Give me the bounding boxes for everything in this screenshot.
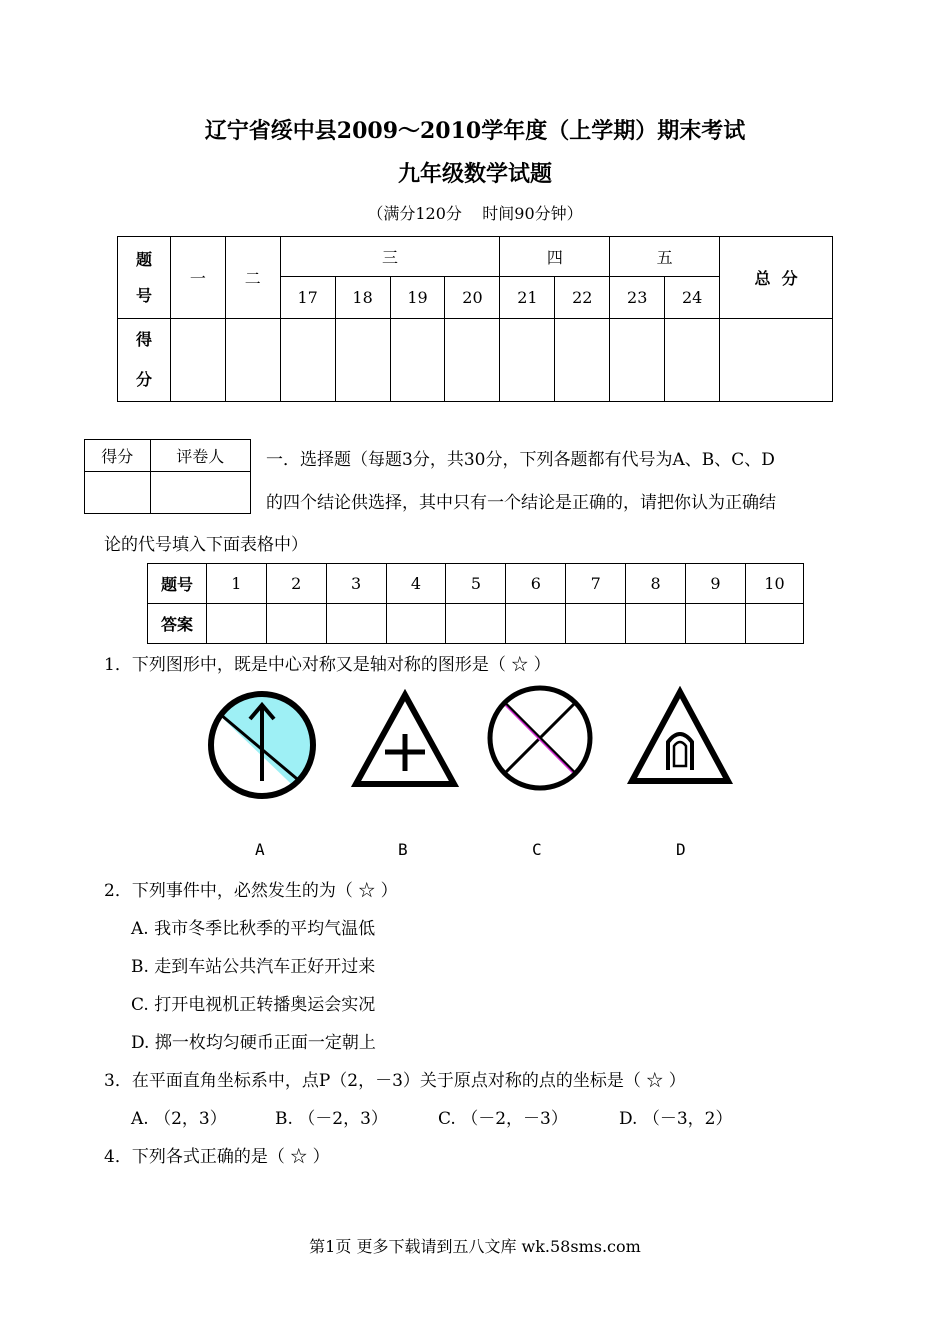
col-total: 总 分 xyxy=(720,237,833,319)
answer-num-9: 9 xyxy=(686,564,746,604)
col-wu: 五 xyxy=(610,237,720,277)
q3-option-c: C. （－2，－3） xyxy=(438,1109,568,1129)
score-cell-17[interactable] xyxy=(280,319,335,402)
figure-b-triangle-plus-icon xyxy=(350,689,460,789)
grader-box xyxy=(84,439,251,514)
q2-option-c: C. 打开电视机正转播奥运会实况 xyxy=(131,995,376,1015)
q2-text: 2．下列事件中，必然发生的为（ ☆ ） xyxy=(104,881,398,901)
answer-cell-9[interactable] xyxy=(686,604,746,644)
grader-score-label: 得分 xyxy=(85,440,151,472)
answer-cell-8[interactable] xyxy=(626,604,686,644)
exam-title-line1: 辽宁省绥中县2009～2010学年度（上学期）期末考试 xyxy=(204,118,746,144)
answer-cell-3[interactable] xyxy=(326,604,386,644)
answer-cell-10[interactable] xyxy=(745,604,803,644)
header-defen-char2: 分 xyxy=(135,370,152,389)
grader-name-label: 评卷人 xyxy=(150,440,250,472)
num-17: 17 xyxy=(280,277,335,319)
score-cell-yi[interactable] xyxy=(170,319,225,402)
section1-line1: 一．选择题（每题3分，共30分，下列各题都有代号为A、B、C、D xyxy=(266,450,775,470)
answer-num-8: 8 xyxy=(626,564,686,604)
figure-label-c: C xyxy=(532,840,542,859)
answer-num-2: 2 xyxy=(266,564,326,604)
figure-c-circle-x-icon xyxy=(485,684,595,792)
page-footer: 第1页 更多下载请到五八文库 wk.58sms.com xyxy=(309,1237,641,1256)
answer-num-5: 5 xyxy=(446,564,506,604)
answer-cell-4[interactable] xyxy=(386,604,446,644)
exam-title-line2: 九年级数学试题 xyxy=(397,161,552,187)
header-tihao-char2: 号 xyxy=(135,285,152,305)
exam-subtitle: （满分120分 时间90分钟） xyxy=(367,204,583,223)
answer-cell-6[interactable] xyxy=(506,604,566,644)
q1-text: 1．下列图形中，既是中心对称又是轴对称的图形是（ ☆ ） xyxy=(104,655,551,675)
header-tihao xyxy=(118,237,171,319)
answer-row2-label: 答案 xyxy=(148,604,207,644)
score-cell-24[interactable] xyxy=(665,319,720,402)
answer-num-3: 3 xyxy=(326,564,386,604)
col-er: 二 xyxy=(225,237,280,319)
figure-label-b: B xyxy=(398,840,408,859)
figure-label-d: D xyxy=(676,840,686,859)
score-cell-er[interactable] xyxy=(225,319,280,402)
q2-option-d: D. 掷一枚均匀硬币正面一定朝上 xyxy=(131,1033,376,1053)
answer-num-4: 4 xyxy=(386,564,446,604)
grader-name-cell[interactable] xyxy=(150,472,250,514)
answer-num-10: 10 xyxy=(745,564,803,604)
score-cell-21[interactable] xyxy=(500,319,555,402)
q3-option-d: D. （－3，2） xyxy=(619,1109,733,1129)
q2-option-a: A. 我市冬季比秋季的平均气温低 xyxy=(131,919,376,939)
answer-row1-label: 题号 xyxy=(148,564,207,604)
answer-num-1: 1 xyxy=(206,564,266,604)
answer-cell-5[interactable] xyxy=(446,604,506,644)
header-defen xyxy=(118,319,171,402)
answer-cell-7[interactable] xyxy=(566,604,626,644)
header-defen-char1: 得 xyxy=(135,330,152,349)
num-24: 24 xyxy=(665,277,720,319)
score-table xyxy=(117,236,833,402)
q3-option-b: B. （－2，3） xyxy=(275,1109,388,1129)
grader-score-cell[interactable] xyxy=(85,472,151,514)
answer-num-7: 7 xyxy=(566,564,626,604)
q3-text: 3．在平面直角坐标系中，点P（2，－3）关于原点对称的点的坐标是（ ☆ ） xyxy=(104,1071,686,1091)
num-21: 21 xyxy=(500,277,555,319)
answer-num-6: 6 xyxy=(506,564,566,604)
col-yi: 一 xyxy=(170,237,225,319)
score-cell-20[interactable] xyxy=(445,319,500,402)
num-23: 23 xyxy=(610,277,665,319)
answer-cell-1[interactable] xyxy=(206,604,266,644)
num-22: 22 xyxy=(555,277,610,319)
q2-option-b: B. 走到车站公共汽车正好开过来 xyxy=(131,957,376,977)
col-san: 三 xyxy=(280,237,500,277)
section1-line3: 论的代号填入下面表格中） xyxy=(104,535,308,555)
score-cell-19[interactable] xyxy=(390,319,445,402)
figure-d-triangle-tunnel-icon xyxy=(626,686,734,786)
answer-table xyxy=(147,563,804,644)
score-cell-22[interactable] xyxy=(555,319,610,402)
q4-text: 4．下列各式正确的是（ ☆ ） xyxy=(104,1147,330,1167)
score-cell-18[interactable] xyxy=(335,319,390,402)
score-cell-total[interactable] xyxy=(720,319,833,402)
q3-option-a: A. （2，3） xyxy=(131,1109,227,1129)
num-18: 18 xyxy=(335,277,390,319)
answer-cell-2[interactable] xyxy=(266,604,326,644)
section1-line2: 的四个结论供选择，其中只有一个结论是正确的，请把你认为正确结 xyxy=(266,493,776,513)
num-20: 20 xyxy=(445,277,500,319)
score-cell-23[interactable] xyxy=(610,319,665,402)
col-si: 四 xyxy=(500,237,610,277)
num-19: 19 xyxy=(390,277,445,319)
figure-a-no-entry-sign-icon xyxy=(205,689,319,801)
header-tihao-char1: 题 xyxy=(135,249,152,269)
figure-label-a: A xyxy=(255,840,265,859)
